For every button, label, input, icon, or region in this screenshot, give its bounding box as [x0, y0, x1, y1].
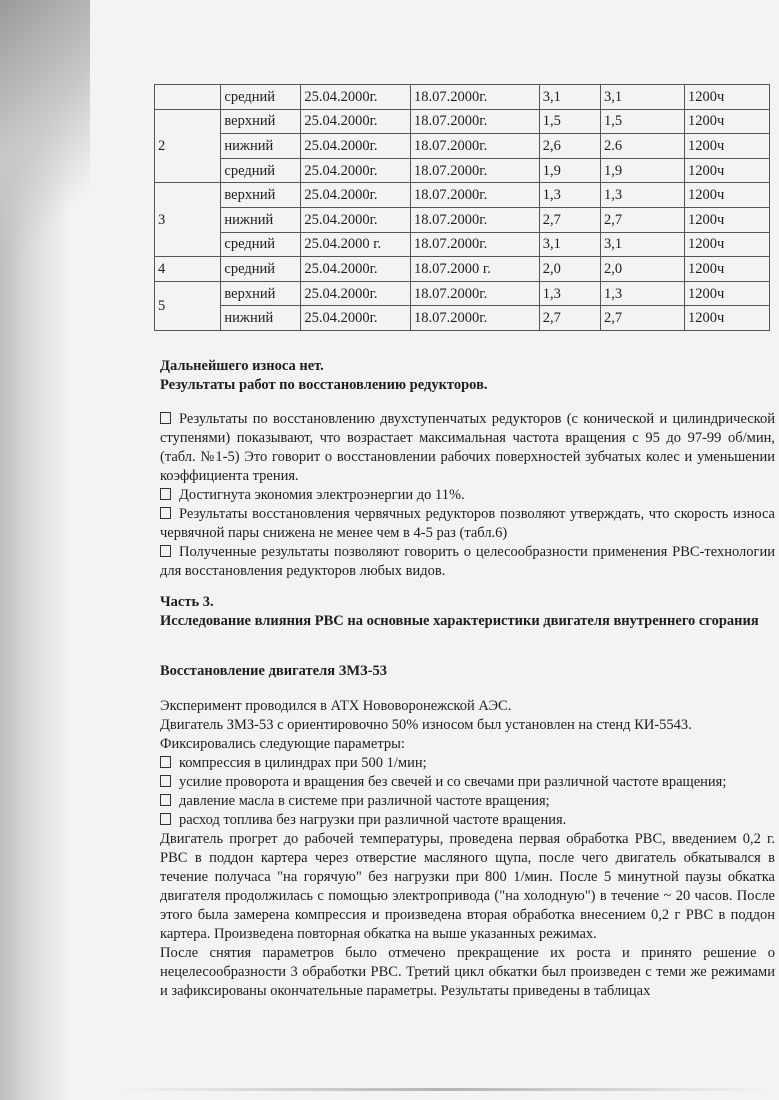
checkbox-bullet-icon [160, 794, 171, 806]
table-cell-group [155, 85, 221, 110]
table-cell-value-1: 2,0 [539, 257, 600, 282]
param-text: компрессия в цилиндрах при 500 1/мин; [179, 755, 427, 771]
table-row [155, 134, 770, 159]
param-text: усилие проворота и вращения без свечей и со свечами при различной частоте вращения; [179, 774, 727, 790]
table-cell-value-1: 1,3 [539, 183, 600, 208]
table-cell-date-end: 18.07.2000г. [411, 85, 540, 110]
table-cell-value-2: 1,3 [600, 281, 684, 306]
table-cell-date-start: 25.04.2000г. [301, 85, 411, 110]
table-cell-value-2: 1,3 [600, 183, 684, 208]
result-item [160, 410, 775, 486]
param-text: давление масла в системе при различной частоте вращения; [179, 793, 550, 809]
result-text: Достигнута экономия электроэнергии до 11%. [179, 487, 465, 503]
table-cell-value-1: 3,1 [539, 85, 600, 110]
experiment-intro-engine: Двигатель ЗМЗ-53 с ориентировочно 50% износом был установлен на стенд КИ-5543. [160, 717, 692, 733]
table-cell-value-2: 3,1 [600, 85, 684, 110]
experiment-intro-params: Фиксировались следующие параметры: [160, 736, 405, 752]
checkbox-bullet-icon [160, 488, 171, 500]
table-cell-hours: 1200ч [685, 109, 770, 134]
table-cell-group: 3 [155, 183, 221, 257]
checkbox-bullet-icon [160, 412, 171, 424]
summary-section [160, 357, 775, 395]
table-cell-group: 5 [155, 281, 221, 330]
experiment-paragraph-procedure: Двигатель прогрет до рабочей температуры, проведена первая обработка РВС, введением 0,2 г. РВС в поддон картера через отверстие масляного щупа, после чего двигатель обкатывался в течение получаса "на горячую" без нагрузки при 800 1/мин. После 5 минутной паузы обкатка двигателя продолжилась с помощью электропривода ("на холодную") в течение ~ 20 часов. После этого была замерена компрессия и произведена вторая обработка внесением 0,2 г РВС в поддон картера. Произведена повторная обкатка на выше указанных режимах. [160, 831, 775, 942]
table-cell-group: 2 [155, 109, 221, 183]
checkbox-bullet-icon [160, 775, 171, 787]
table-cell-value-1: 1,9 [539, 158, 600, 183]
table-cell-date-start: 25.04.2000 г. [301, 232, 411, 257]
table-cell-value-2: 1,9 [600, 158, 684, 183]
result-text: Полученные результаты позволяют говорить о целесообразности применения РВС-технологии для восстановления редукторов любых видов. [160, 544, 775, 579]
reducer-wear-table [154, 84, 770, 331]
table-cell-hours: 1200ч [685, 232, 770, 257]
experiment-section [160, 697, 775, 1001]
scan-artifact-line [120, 1088, 770, 1091]
table-cell-hours: 1200ч [685, 306, 770, 331]
checkbox-bullet-icon [160, 507, 171, 519]
table-cell-hours: 1200ч [685, 207, 770, 232]
table-cell-value-1: 2,7 [539, 306, 600, 331]
table-cell-value-2: 1,5 [600, 109, 684, 134]
part3-title: Исследование влияния РВС на основные характеристики двигателя внутреннего сгорания [160, 613, 759, 629]
table-cell-group: 4 [155, 257, 221, 282]
table-body [155, 85, 770, 331]
table-cell-value-1: 2,7 [539, 207, 600, 232]
checkbox-bullet-icon [160, 545, 171, 557]
table-cell-date-end: 18.07.2000г. [411, 232, 540, 257]
table-cell-part: средний [221, 257, 301, 282]
table-cell-date-start: 25.04.2000г. [301, 183, 411, 208]
table-row [155, 281, 770, 306]
table-row [155, 257, 770, 282]
table-cell-date-start: 25.04.2000г. [301, 257, 411, 282]
table-cell-part: верхний [221, 281, 301, 306]
table-cell-date-start: 25.04.2000г. [301, 158, 411, 183]
result-text: Результаты по восстановлению двухступенчатых редукторов (с конической и цилиндрической ступенями) показывают, что возрастает максимальная частота вращения с 95 до 97-99 об/мин, (табл. №1-5) Это говорит о восстановлении рабочих поверхностей зубчатых колес и уменьшении коэффициента трения. [160, 411, 775, 484]
table-cell-hours: 1200ч [685, 257, 770, 282]
checkbox-bullet-icon [160, 813, 171, 825]
table-cell-part: нижний [221, 134, 301, 159]
table-cell-part: нижний [221, 207, 301, 232]
table-cell-date-start: 25.04.2000г. [301, 134, 411, 159]
param-item [160, 792, 775, 811]
table-cell-value-2: 2,7 [600, 207, 684, 232]
table-row [155, 109, 770, 134]
table-cell-value-2: 3,1 [600, 232, 684, 257]
param-item [160, 754, 775, 773]
results-heading: Результаты работ по восстановлению редукторов. [160, 377, 488, 393]
param-item [160, 773, 775, 792]
table-cell-value-1: 2,6 [539, 134, 600, 159]
experiment-intro-location: Эксперимент проводился в АТХ Нововоронежской АЭС. [160, 698, 512, 714]
engine-section-title [160, 662, 775, 681]
table-row [155, 158, 770, 183]
table-cell-hours: 1200ч [685, 183, 770, 208]
table-cell-date-end: 18.07.2000г. [411, 281, 540, 306]
table-cell-part: верхний [221, 109, 301, 134]
part3-header [160, 593, 775, 631]
table-cell-hours: 1200ч [685, 158, 770, 183]
table-cell-part: нижний [221, 306, 301, 331]
table-cell-value-2: 2.6 [600, 134, 684, 159]
table-cell-part: средний [221, 85, 301, 110]
result-text: Результаты восстановления червячных редукторов позволяют утверждать, что скорость износа червячной пары снижена не менее чем в 4-5 раз (табл.6) [160, 506, 775, 541]
experiment-paragraph-results: После снятия параметров было отмечено прекращение их роста и принято решение о нецелесообразности 3 обработки РВС. Третий цикл обкатки был произведен с теми же режимами и зафиксированы окончательные параметры. Результаты приведены в таблицах [160, 945, 775, 999]
table-cell-date-end: 18.07.2000г. [411, 207, 540, 232]
part3-label: Часть 3. [160, 594, 214, 610]
table-cell-hours: 1200ч [685, 134, 770, 159]
table-cell-part: верхний [221, 183, 301, 208]
checkbox-bullet-icon [160, 756, 171, 768]
results-list [160, 410, 775, 581]
table-cell-date-end: 18.07.2000г. [411, 306, 540, 331]
table-cell-date-end: 18.07.2000г. [411, 109, 540, 134]
result-item [160, 486, 775, 505]
param-item [160, 811, 775, 830]
table-row [155, 85, 770, 110]
table-cell-part: средний [221, 158, 301, 183]
table-cell-date-end: 18.07.2000г. [411, 134, 540, 159]
table-row [155, 207, 770, 232]
table-cell-date-start: 25.04.2000г. [301, 109, 411, 134]
table-cell-value-1: 1,3 [539, 281, 600, 306]
table-cell-value-1: 1,5 [539, 109, 600, 134]
param-text: расход топлива без нагрузки при различной частоте вращения. [179, 812, 567, 828]
table-cell-date-end: 18.07.2000г. [411, 158, 540, 183]
table-cell-date-end: 18.07.2000 г. [411, 257, 540, 282]
result-item [160, 543, 775, 581]
result-item [160, 505, 775, 543]
table-row [155, 306, 770, 331]
table-row [155, 232, 770, 257]
table-cell-hours: 1200ч [685, 281, 770, 306]
table-row [155, 183, 770, 208]
table-cell-date-start: 25.04.2000г. [301, 281, 411, 306]
table-cell-value-1: 3,1 [539, 232, 600, 257]
table-cell-part: средний [221, 232, 301, 257]
table-cell-date-end: 18.07.2000г. [411, 183, 540, 208]
table-cell-date-start: 25.04.2000г. [301, 306, 411, 331]
engine-subtitle: Восстановление двигателя ЗМЗ-53 [160, 663, 388, 679]
no-wear-note: Дальнейшего износа нет. [160, 358, 324, 374]
table-cell-value-2: 2,0 [600, 257, 684, 282]
table-cell-date-start: 25.04.2000г. [301, 207, 411, 232]
table-cell-hours: 1200ч [685, 85, 770, 110]
table-cell-value-2: 2,7 [600, 306, 684, 331]
